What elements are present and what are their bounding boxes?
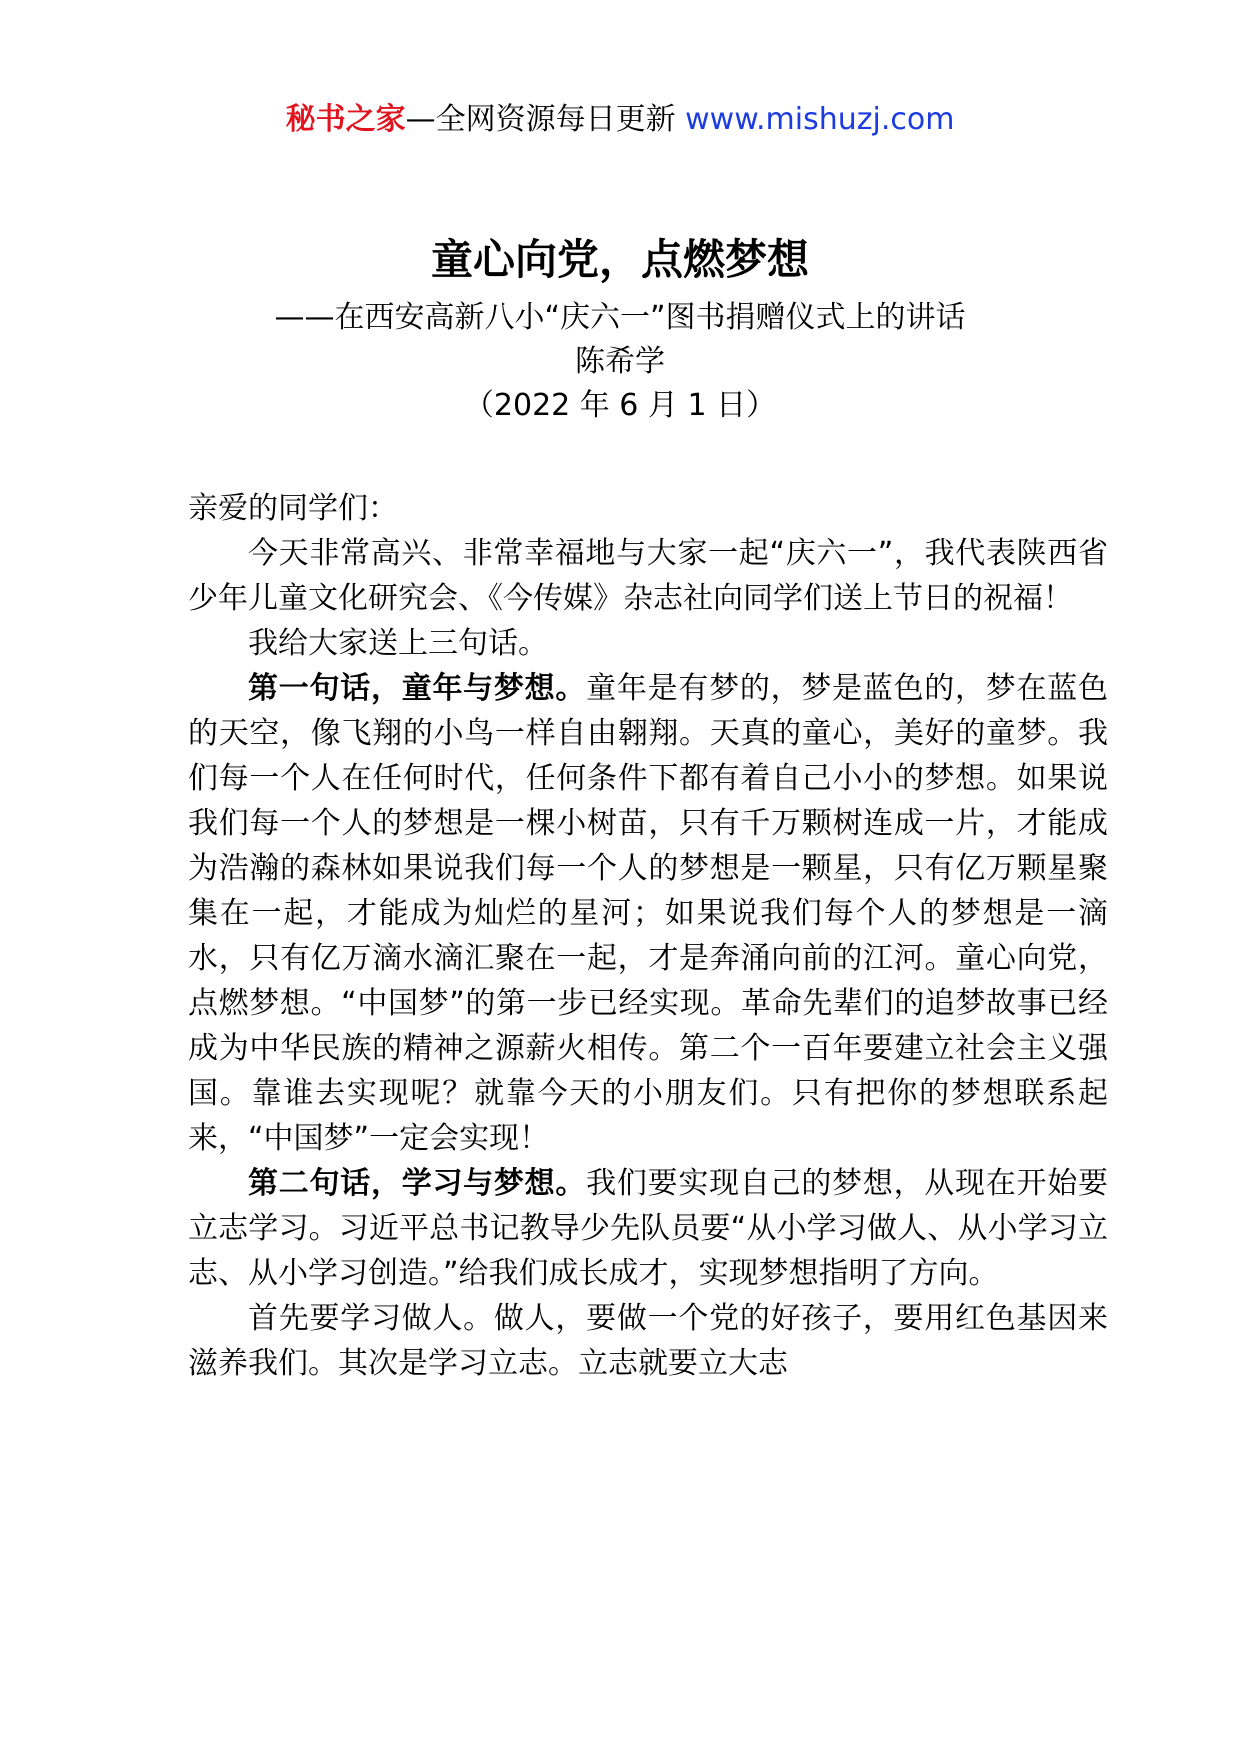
header-slogan: —全网资源每日更新 xyxy=(405,102,676,137)
paragraph-5: 首先要学习做人。做人，要做一个党的好孩子，要用红色基因来滋养我们。其次是学习立志。立志就要立大志 xyxy=(188,1301,1108,1381)
brand-name: 秘书之家 xyxy=(285,102,406,137)
site-header xyxy=(0,100,1240,140)
paragraph-2: 我给大家送上三句话。 xyxy=(248,626,548,661)
paragraph-4-text: 我们要实现自己的梦想，从现在开始要立志学习。习近平总书记教导少先队员要“从小学习做人、从小学习立志、从小学习创造。”给我们成长成才，实现梦想指明了方向。 xyxy=(188,1166,1109,1291)
site-url-link[interactable]: www.mishuzj.com xyxy=(685,102,955,137)
document-body xyxy=(188,486,1108,1386)
paragraph-3-text: 童年是有梦的，梦是蓝色的，梦在蓝色的天空，像飞翔的小鸟一样自由翱翔。天真的童心，美好的童梦。我们每一个人在任何时代，任何条件下都有着自己小小的梦想。如果说我们每一个人的梦想是一棵小树苗，只有千万颗树连成一片，才能成为浩瀚的森林如果说我们每一个人的梦想是一颗星，只有亿万颗星聚集在一起，才能成为灿烂的星河；如果说我们每个人的梦想是一滴水，只有亿万滴水滴汇聚在一起，才是奔涌向前的江河。童心向党，点燃梦想。“中国梦”的第一步已经实现。革命先辈们的追梦故事已经成为中华民族的精神之源薪火相传。第二个一百年要建立社会主义强国。靠谁去实现呢？就靠今天的小朋友们。只有把你的梦想联系起来，“中国梦”一定会实现！ xyxy=(188,671,1109,1156)
document-date: （2022 年 6 月 1 日） xyxy=(463,388,777,423)
document-title: 童心向党，点燃梦想 xyxy=(430,235,809,284)
paragraph-3-lead: 第一句话，童年与梦想。 xyxy=(248,671,587,706)
paragraph-4 xyxy=(188,1161,1108,1296)
document-subtitle: ——在西安高新八小“庆六一”图书捐赠仪式上的讲话 xyxy=(274,300,966,335)
greeting: 亲爱的同学们： xyxy=(188,491,398,526)
title-block xyxy=(0,230,1240,428)
document-author: 陈希学 xyxy=(575,344,665,379)
paragraph-4-lead: 第二句话，学习与梦想。 xyxy=(248,1166,587,1201)
paragraph-1: 今天非常高兴、非常幸福地与大家一起“庆六一”，我代表陕西省少年儿童文化研究会、《今传媒》杂志社向同学们送上节日的祝福！ xyxy=(188,536,1108,616)
paragraph-3 xyxy=(188,666,1108,1161)
